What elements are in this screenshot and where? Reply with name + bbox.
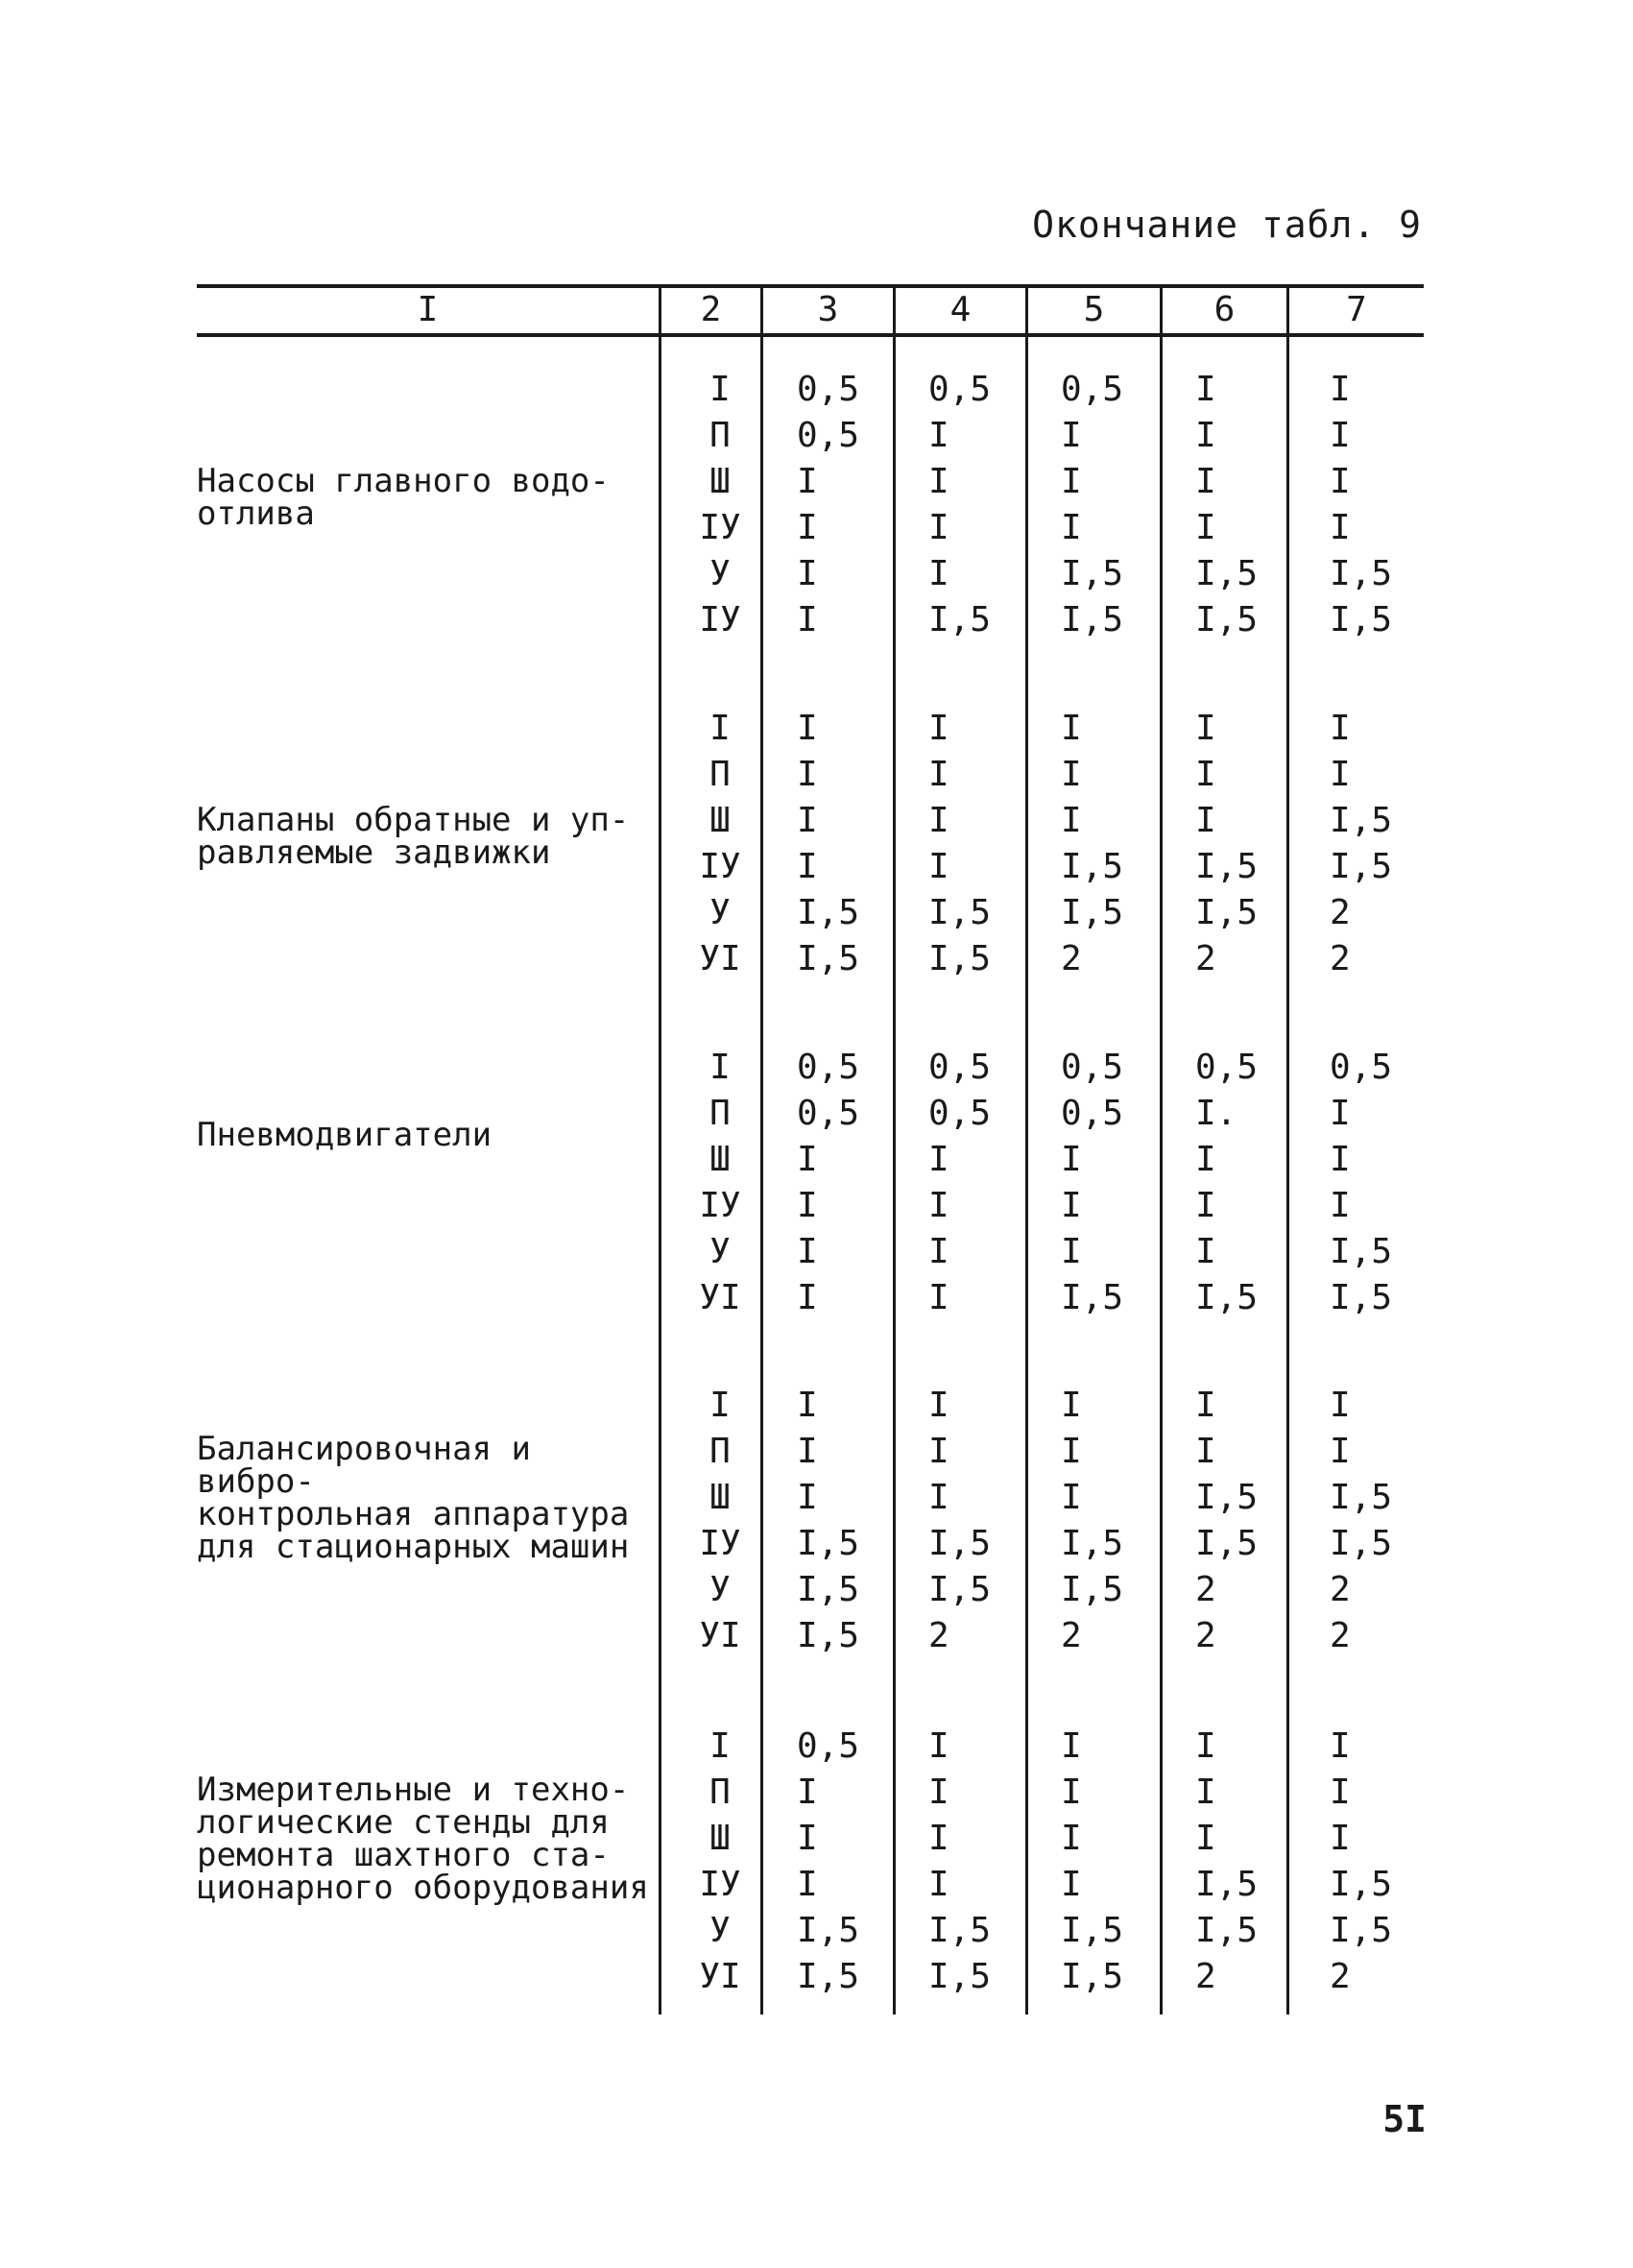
value-cell: I <box>797 1186 818 1225</box>
table-row <box>197 752 1424 798</box>
value-cell: I,5 <box>1061 893 1124 932</box>
table-row <box>197 890 1424 936</box>
category-cell: У <box>709 1232 731 1271</box>
table-row <box>197 1045 1424 1091</box>
category-cell: У <box>709 1570 731 1609</box>
value-cell: I <box>928 1432 949 1471</box>
value-cell: I <box>1061 1232 1082 1271</box>
category-cell: IУ <box>699 508 741 547</box>
table-row <box>197 505 1424 551</box>
category-cell: I <box>709 709 731 748</box>
value-cell: I. <box>1195 1094 1237 1133</box>
value-cell: I <box>1195 1386 1216 1425</box>
value-cell: I <box>928 801 949 840</box>
value-cell: I,5 <box>1330 554 1393 593</box>
value-cell: I <box>1195 508 1216 547</box>
table-row <box>197 1862 1424 1908</box>
value-cell: I <box>1061 1726 1082 1766</box>
value-cell: I,5 <box>1330 1232 1393 1271</box>
value-cell: I,5 <box>1195 893 1259 932</box>
table-caption: Окончание табл. 9 <box>1032 204 1422 246</box>
value-cell: I <box>1330 709 1351 748</box>
table-row <box>197 1229 1424 1275</box>
table-row <box>197 1908 1424 1954</box>
value-cell: I,5 <box>797 939 860 978</box>
value-cell: I,5 <box>928 1957 992 1996</box>
value-cell: I,5 <box>1195 1524 1259 1563</box>
table-row <box>197 1091 1424 1137</box>
category-cell: Ш <box>709 462 731 501</box>
value-cell: 2 <box>1195 1616 1216 1655</box>
value-cell: I,5 <box>1330 600 1393 639</box>
value-cell: I <box>1330 1726 1351 1766</box>
value-cell: I <box>1330 1432 1351 1471</box>
value-cell: I <box>1195 370 1216 409</box>
value-cell: 2 <box>1330 939 1351 978</box>
value-cell: I <box>928 847 949 886</box>
value-cell: I <box>1061 1478 1082 1517</box>
value-cell: I <box>797 1432 818 1471</box>
table-row <box>197 1475 1424 1521</box>
value-cell: I,5 <box>1330 1278 1393 1317</box>
header-col-6: 6 <box>1213 290 1236 329</box>
group-name: Измерительные и техно- логические стенды для ремонта шахтного ста- ционарного оборудования <box>197 1771 649 1907</box>
value-cell: I <box>1195 1773 1216 1812</box>
value-cell: I,5 <box>1061 1570 1124 1609</box>
value-cell: I,5 <box>1195 600 1259 639</box>
value-cell: I <box>1330 1819 1351 1858</box>
value-cell: I <box>928 416 949 455</box>
category-cell: УI <box>699 939 741 978</box>
value-cell: I <box>1195 1186 1216 1225</box>
category-cell: IУ <box>699 1524 741 1563</box>
category-cell: IУ <box>699 847 741 886</box>
value-cell: I <box>1061 1186 1082 1225</box>
value-cell: I <box>1061 1865 1082 1904</box>
value-cell: 2 <box>1195 1957 1216 1996</box>
header-col-4: 4 <box>949 290 972 329</box>
category-cell: УI <box>699 1957 741 1996</box>
category-cell: УI <box>699 1278 741 1317</box>
value-cell: 2 <box>1061 939 1082 978</box>
value-cell: I,5 <box>928 1524 992 1563</box>
table-row <box>197 936 1424 982</box>
value-cell: I <box>1061 462 1082 501</box>
value-cell: I,5 <box>1330 1478 1393 1517</box>
group-name: Пневмодвигатели <box>197 1116 492 1154</box>
value-cell: I <box>928 554 949 593</box>
group-name: Насосы главного водо- отлива <box>197 462 610 533</box>
group-name: Балансировочная и вибро- контрольная аппаратура для стационарных машин <box>197 1430 630 1566</box>
value-cell: I <box>928 1819 949 1858</box>
header-col-2: 2 <box>700 290 722 329</box>
table-row <box>197 1429 1424 1475</box>
table-row <box>197 798 1424 844</box>
table-row <box>197 1183 1424 1229</box>
value-cell: I,5 <box>797 1524 860 1563</box>
value-cell: I,5 <box>1195 1911 1259 1950</box>
category-cell: IУ <box>699 1865 741 1904</box>
category-cell: П <box>709 1432 731 1471</box>
value-cell: I,5 <box>797 1957 860 1996</box>
table-row <box>197 1770 1424 1816</box>
table-row <box>197 551 1424 597</box>
value-cell: 2 <box>1195 939 1216 978</box>
value-cell: I <box>1061 1140 1082 1179</box>
table-row <box>197 1816 1424 1862</box>
category-cell: П <box>709 755 731 794</box>
value-cell: I,5 <box>928 893 992 932</box>
value-cell: 2 <box>1195 1570 1216 1609</box>
value-cell: I <box>797 554 818 593</box>
category-cell: Ш <box>709 1478 731 1517</box>
value-cell: I <box>928 1773 949 1812</box>
category-cell: П <box>709 416 731 455</box>
value-cell: 0,5 <box>1195 1048 1259 1087</box>
value-cell: 0,5 <box>797 1094 860 1133</box>
value-cell: I <box>928 709 949 748</box>
value-cell: I,5 <box>1195 554 1259 593</box>
category-cell: I <box>709 1386 731 1425</box>
header-col-5: 5 <box>1083 290 1105 329</box>
value-cell: I <box>1061 709 1082 748</box>
value-cell: I,5 <box>1061 600 1124 639</box>
value-cell: I <box>797 1278 818 1317</box>
header-col-7: 7 <box>1346 290 1367 329</box>
value-cell: I,5 <box>797 1570 860 1609</box>
value-cell: I,5 <box>1061 1911 1124 1950</box>
value-cell: I <box>797 508 818 547</box>
value-cell: I <box>1061 1773 1082 1812</box>
value-cell: I <box>1195 1726 1216 1766</box>
value-cell: I <box>928 1278 949 1317</box>
value-cell: 0,5 <box>797 416 860 455</box>
value-cell: 2 <box>1330 1570 1351 1609</box>
table-row <box>197 1954 1424 2000</box>
value-cell: I <box>1195 801 1216 840</box>
value-cell: I <box>928 1186 949 1225</box>
value-cell: I <box>797 847 818 886</box>
table-row <box>197 597 1424 643</box>
value-cell: I,5 <box>1330 1524 1393 1563</box>
value-cell: I <box>928 1478 949 1517</box>
category-cell: I <box>709 1726 731 1766</box>
value-cell: I,5 <box>1061 1524 1124 1563</box>
category-cell: Ш <box>709 1819 731 1858</box>
value-cell: I <box>1330 508 1351 547</box>
value-cell: 2 <box>928 1616 949 1655</box>
table-row <box>197 1137 1424 1183</box>
value-cell: I <box>1330 755 1351 794</box>
value-cell: 0,5 <box>928 1048 992 1087</box>
value-cell: I <box>1330 370 1351 409</box>
value-cell: I,5 <box>1330 1911 1393 1950</box>
header-col-1: I <box>417 290 439 329</box>
table-row <box>197 367 1424 413</box>
value-cell: I,5 <box>1330 847 1393 886</box>
category-cell: У <box>709 893 731 932</box>
value-cell: I,5 <box>797 1911 860 1950</box>
value-cell: I <box>797 755 818 794</box>
value-cell: 2 <box>1330 893 1351 932</box>
category-cell: П <box>709 1773 731 1812</box>
value-cell: I <box>1195 416 1216 455</box>
value-cell: I <box>928 1232 949 1271</box>
value-cell: I <box>928 1386 949 1425</box>
value-cell: I,5 <box>1061 554 1124 593</box>
value-cell: I <box>1330 462 1351 501</box>
value-cell: I <box>1330 1094 1351 1133</box>
value-cell: 0,5 <box>928 370 992 409</box>
value-cell: 2 <box>1061 1616 1082 1655</box>
value-cell: I,5 <box>928 600 992 639</box>
table-row <box>197 1383 1424 1429</box>
value-cell: I <box>797 462 818 501</box>
value-cell: I <box>1330 416 1351 455</box>
value-cell: I,5 <box>797 893 860 932</box>
value-cell: I <box>797 600 818 639</box>
value-cell: I <box>1330 1386 1351 1425</box>
value-cell: I <box>797 1819 818 1858</box>
value-cell: 2 <box>1330 1616 1351 1655</box>
value-cell: I,5 <box>1195 847 1259 886</box>
value-cell: I,5 <box>1330 1865 1393 1904</box>
category-cell: Ш <box>709 1140 731 1179</box>
value-cell: I <box>797 801 818 840</box>
value-cell: I <box>797 1232 818 1271</box>
table-row <box>197 413 1424 459</box>
value-cell: I <box>1330 1773 1351 1812</box>
category-cell: I <box>709 1048 731 1087</box>
value-cell: I <box>928 1865 949 1904</box>
table-row <box>197 706 1424 752</box>
table-top-rule <box>197 284 1424 288</box>
value-cell: I <box>928 1140 949 1179</box>
value-cell: I <box>928 1726 949 1766</box>
value-cell: I,5 <box>1195 1478 1259 1517</box>
value-cell: I,5 <box>928 1911 992 1950</box>
table-row <box>197 459 1424 505</box>
category-cell: IУ <box>699 600 741 639</box>
value-cell: 0,5 <box>1061 370 1124 409</box>
value-cell: I <box>1061 1386 1082 1425</box>
category-cell: У <box>709 554 731 593</box>
value-cell: 0,5 <box>1061 1094 1124 1133</box>
value-cell: I,5 <box>1195 1278 1259 1317</box>
category-cell: IУ <box>699 1186 741 1225</box>
value-cell: I <box>1061 508 1082 547</box>
group-name: Клапаны обратные и уп- равляемые задвижки <box>197 801 630 872</box>
value-cell: 0,5 <box>1061 1048 1124 1087</box>
value-cell: I <box>1195 755 1216 794</box>
value-cell: I <box>1330 1140 1351 1179</box>
value-cell: I <box>797 1773 818 1812</box>
value-cell: I,5 <box>797 1616 860 1655</box>
category-cell: I <box>709 370 731 409</box>
table-header-rule <box>197 333 1424 337</box>
value-cell: I <box>797 1478 818 1517</box>
value-cell: I <box>1330 1186 1351 1225</box>
value-cell: I <box>928 508 949 547</box>
value-cell: I,5 <box>1195 1865 1259 1904</box>
value-cell: I,5 <box>1061 847 1124 886</box>
value-cell: I <box>1195 709 1216 748</box>
value-cell: I <box>1195 1819 1216 1858</box>
value-cell: I <box>797 1865 818 1904</box>
value-cell: I <box>1061 1819 1082 1858</box>
value-cell: I <box>797 1386 818 1425</box>
value-cell: 0,5 <box>797 1048 860 1087</box>
value-cell: I <box>1061 801 1082 840</box>
table-row <box>197 1724 1424 1770</box>
value-cell: I <box>1061 1432 1082 1471</box>
category-cell: П <box>709 1094 731 1133</box>
value-cell: I <box>1061 755 1082 794</box>
value-cell: I <box>1195 1232 1216 1271</box>
value-cell: I <box>1195 1432 1216 1471</box>
value-cell: I <box>1195 462 1216 501</box>
category-cell: УI <box>699 1616 741 1655</box>
value-cell: I,5 <box>1330 801 1393 840</box>
category-cell: У <box>709 1911 731 1950</box>
value-cell: 0,5 <box>928 1094 992 1133</box>
table-row <box>197 1275 1424 1321</box>
value-cell: I,5 <box>1061 1957 1124 1996</box>
value-cell: 0,5 <box>797 370 860 409</box>
value-cell: I <box>797 709 818 748</box>
value-cell: I <box>928 755 949 794</box>
value-cell: I,5 <box>1061 1278 1124 1317</box>
table-row <box>197 1521 1424 1567</box>
value-cell: 0,5 <box>1330 1048 1393 1087</box>
value-cell: I <box>1061 416 1082 455</box>
table-row <box>197 844 1424 890</box>
header-col-3: 3 <box>817 290 839 329</box>
value-cell: I,5 <box>928 939 992 978</box>
value-cell: 2 <box>1330 1957 1351 1996</box>
value-cell: I <box>1195 1140 1216 1179</box>
category-cell: Ш <box>709 801 731 840</box>
table-row <box>197 1567 1424 1613</box>
table-row <box>197 1613 1424 1659</box>
value-cell: 0,5 <box>797 1726 860 1766</box>
page-number: 5I <box>1382 2098 1427 2140</box>
value-cell: I,5 <box>928 1570 992 1609</box>
value-cell: I <box>928 462 949 501</box>
value-cell: I <box>797 1140 818 1179</box>
